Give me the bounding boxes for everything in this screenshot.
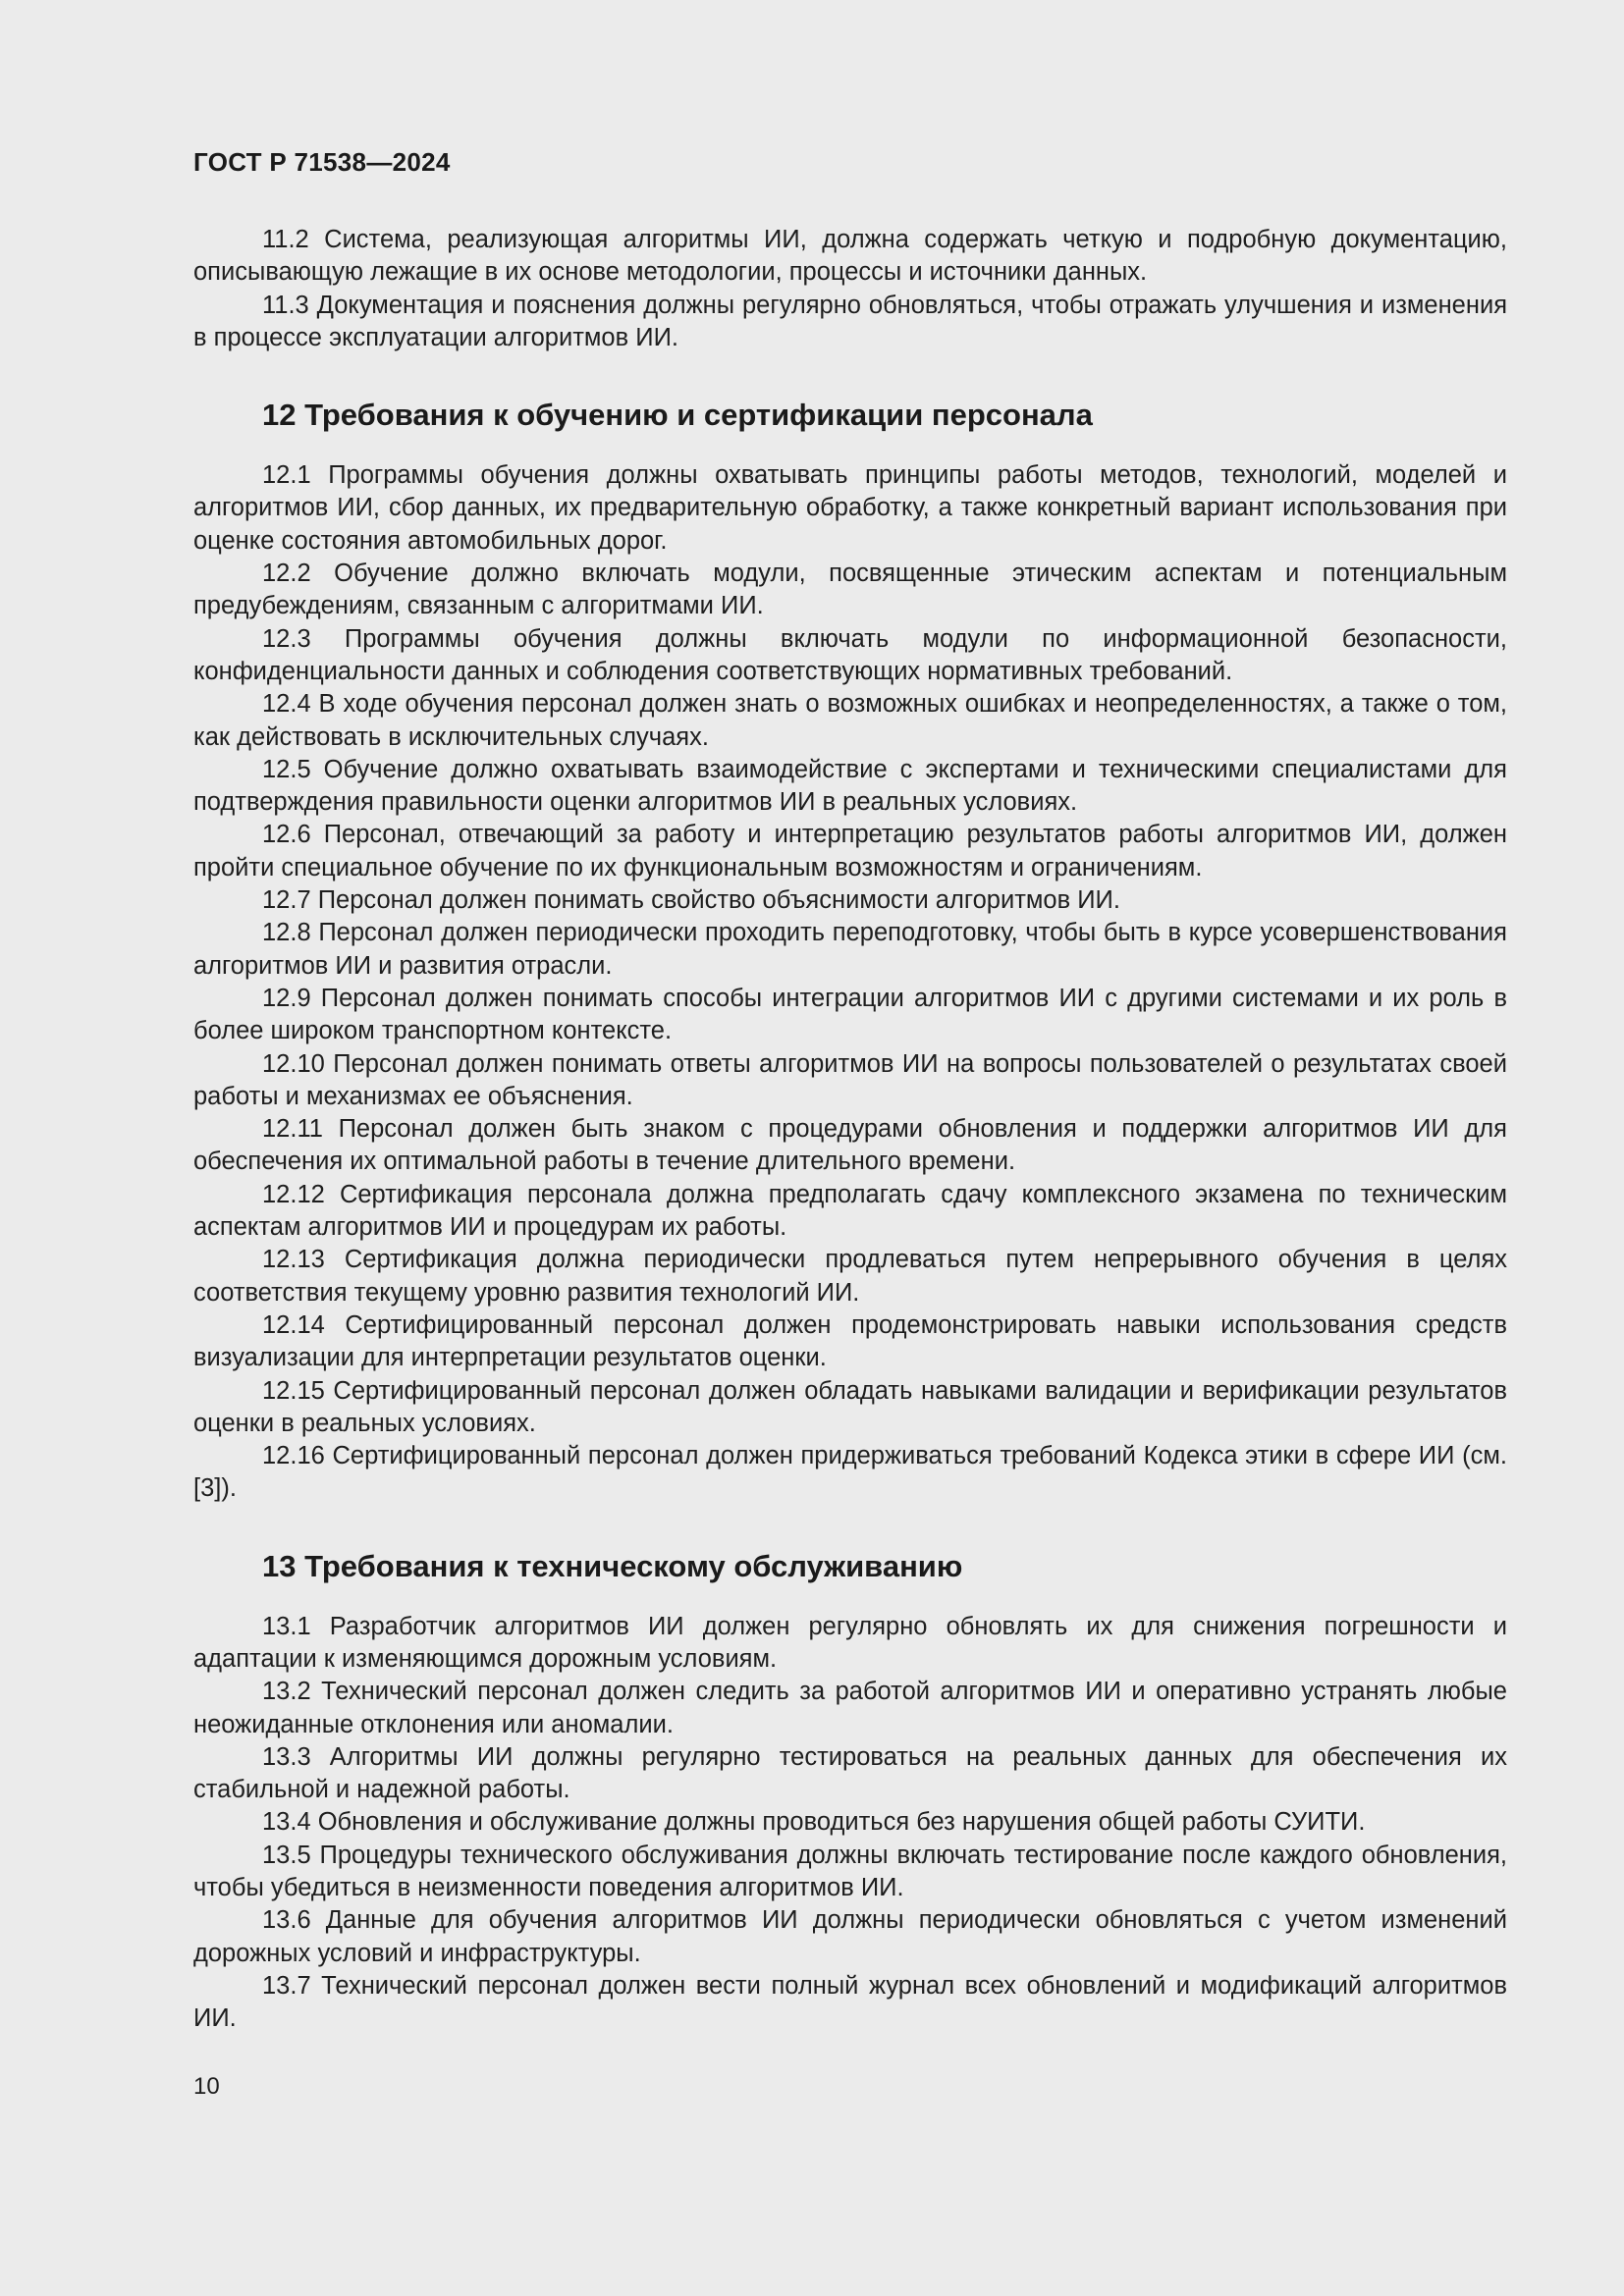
paragraph-12-8: 12.8 Персонал должен периодически проходить переподготовку, чтобы быть в курсе усовершенствования алгоритмов ИИ и развития отрасли. [193, 919, 1507, 980]
paragraph-12-7: 12.7 Персонал должен понимать свойство объяснимости алгоритмов ИИ. [262, 886, 1120, 915]
section-12-heading: 12 Требования к обучению и сертификации персонала [262, 398, 1093, 433]
paragraph-12-12: 12.12 Сертификация персонала должна предполагать сдачу комплексного экзамена по техническим аспектам алгоритмов ИИ и процедурам их работы. [193, 1180, 1507, 1242]
section-13-heading: 13 Требования к техническому обслуживанию [262, 1548, 963, 1583]
document-header: ГОСТ Р 71538—2024 [193, 147, 451, 177]
paragraph-12-5: 12.5 Обучение должно охватывать взаимодействие с экспертами и техническими специалистами для подтверждения правильности оценки алгоритмов ИИ в реальных условиях. [193, 755, 1507, 817]
paragraph-13-2: 13.2 Технический персонал должен следить за работой алгоритмов ИИ и оперативно устранять любые неожиданные отклонения или аномалии. [193, 1678, 1507, 1738]
paragraph-13-4: 13.4 Обновления и обслуживание должны проводиться без нарушения общей работы СУИТИ. [262, 1808, 1366, 1837]
paragraph-12-4: 12.4 В ходе обучения персонал должен знать о возможных ошибках и неопределенностях, а также о том, как действовать в исключительных случаях. [193, 690, 1507, 751]
paragraph-11-2: 11.2 Система, реализующая алгоритмы ИИ, должна содержать четкую и подробную документацию, описывающую лежащие в их основе методологии, процессы и источники данных. [193, 226, 1507, 287]
paragraph-13-7: 13.7 Технический персонал должен вести полный журнал всех обновлений и модификаций алгоритмов ИИ. [193, 1971, 1507, 2033]
paragraph-12-14: 12.14 Сертифицированный персонал должен продемонстрировать навыки использования средств визуализации для интерпретации результатов оценки. [193, 1310, 1507, 1372]
paragraph-12-13: 12.13 Сертификация должна периодически продлеваться путем непрерывного обучения в целях соответствия текущему уровню развития технологий ИИ. [193, 1246, 1507, 1307]
paragraph-12-11: 12.11 Персонал должен быть знаком с процедурами обновления и поддержки алгоритмов ИИ для обеспечения их оптимальной работы в течение длительного времени. [193, 1115, 1507, 1176]
paragraph-12-15: 12.15 Сертифицированный персонал должен обладать навыками валидации и верификации результатов оценки в реальных условиях. [193, 1376, 1507, 1437]
paragraph-12-16: 12.16 Сертифицированный персонал должен придерживаться требований Кодекса этики в сфере ИИ (см. [3]). [193, 1442, 1507, 1503]
paragraph-13-6: 13.6 Данные для обучения алгоритмов ИИ должны периодически обновляться с учетом изменений дорожных условий и инфраструктуры. [193, 1906, 1507, 1967]
paragraph-13-1: 13.1 Разработчик алгоритмов ИИ должен регулярно обновлять их для снижения погрешности и адаптации к изменяющимся дорожным условиям. [193, 1612, 1507, 1673]
paragraph-12-6: 12.6 Персонал, отвечающий за работу и интерпретацию результатов работы алгоритмов ИИ, должен пройти специальное обучение по их функциональным возможностям и ограничениям. [193, 821, 1507, 881]
paragraph-12-3: 12.3 Программы обучения должны включать модули по информационной безопасности, конфиденциальности данных и соблюдения соответствующих нормативных требований. [193, 624, 1507, 685]
paragraph-12-9: 12.9 Персонал должен понимать способы интеграции алгоритмов ИИ с другими системами и их роль в более широком транспортном контексте. [193, 984, 1507, 1045]
paragraph-13-5: 13.5 Процедуры технического обслуживания должны включать тестирование после каждого обновления, чтобы убедиться в неизменности поведения алгоритмов ИИ. [193, 1841, 1507, 1902]
paragraph-11-3: 11.3 Документация и пояснения должны регулярно обновляться, чтобы отражать улучшения и изменения в процессе эксплуатации алгоритмов ИИ. [193, 291, 1507, 351]
paragraph-13-3: 13.3 Алгоритмы ИИ должны регулярно тестироваться на реальных данных для обеспечения их стабильной и надежной работы. [193, 1742, 1507, 1804]
page-number: 10 [193, 2073, 220, 2100]
paragraph-12-1: 12.1 Программы обучения должны охватывать принципы работы методов, технологий, моделей и алгоритмов ИИ, сбор данных, их предварительную обработку, а также конкретный вариант использования при оценке состояния автомобильных дорог. [193, 461, 1507, 555]
paragraph-12-2: 12.2 Обучение должно включать модули, посвященные этическим аспектам и потенциальным предубеждениям, связанным с алгоритмами ИИ. [193, 560, 1507, 620]
page-content [193, 224, 1507, 2036]
paragraph-12-10: 12.10 Персонал должен понимать ответы алгоритмов ИИ на вопросы пользователей о результатах своей работы и механизмах ее объяснения. [193, 1049, 1507, 1110]
